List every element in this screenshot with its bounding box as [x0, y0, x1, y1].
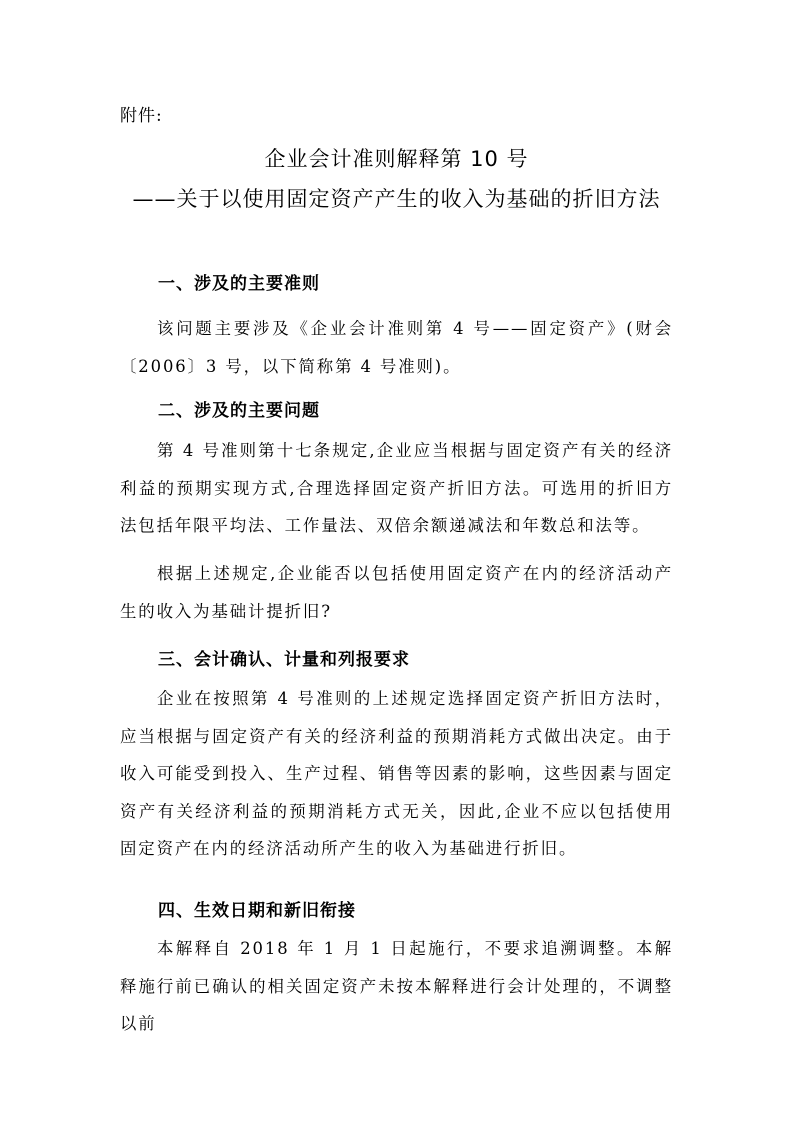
- document-title: 企业会计准则解释第 10 号: [264, 147, 529, 171]
- section-heading-2: 二、涉及的主要问题: [158, 401, 320, 421]
- section-2-paragraph-2: 根据上述规定,企业能否以包括使用固定资产在内的经济活动产生的收入为基础计提折旧?: [120, 564, 673, 621]
- section-heading-1: 一、涉及的主要准则: [158, 274, 320, 294]
- section-heading-3: 三、会计确认、计量和列报要求: [158, 650, 410, 670]
- document-subtitle: ——关于以使用固定资产产生的收入为基础的折旧方法: [132, 187, 661, 211]
- section-4-paragraph-1: 本解释自 2018 年 1 月 1 日起施行，不要求追溯调整。本解释施行前已确认的相关固定资产未按本解释进行会计处理的，不调整以前: [120, 939, 673, 1033]
- section-heading-4: 四、生效日期和新旧衔接: [158, 901, 356, 921]
- section-3-paragraph-1: 企业在按照第 4 号准则的上述规定选择固定资产折旧方法时，应当根据与固定资产有关的经济利益的预期消耗方式做出决定。由于收入可能受到投入、生产过程、销售等因素的影响，这些因素与固定资产有关经济利益的预期消耗方式无关，因此,企业不应以包括使用固定资产在内的经济活动所产生的收入为基础进行折旧。: [120, 689, 673, 858]
- section-1-paragraph-1: 该问题主要涉及《企业会计准则第 4 号——固定资产》(财会〔2006〕3 号，以下简称第 4 号准则)。: [120, 319, 673, 376]
- section-2-paragraph-1: 第 4 号准则第十七条规定,企业应当根据与固定资产有关的经济利益的预期实现方式,合理选择固定资产折旧方法。可选用的折旧方法包括年限平均法、工作量法、双倍余额递减法和年数总和法等。: [120, 441, 673, 535]
- attachment-label: 附件:: [120, 106, 163, 126]
